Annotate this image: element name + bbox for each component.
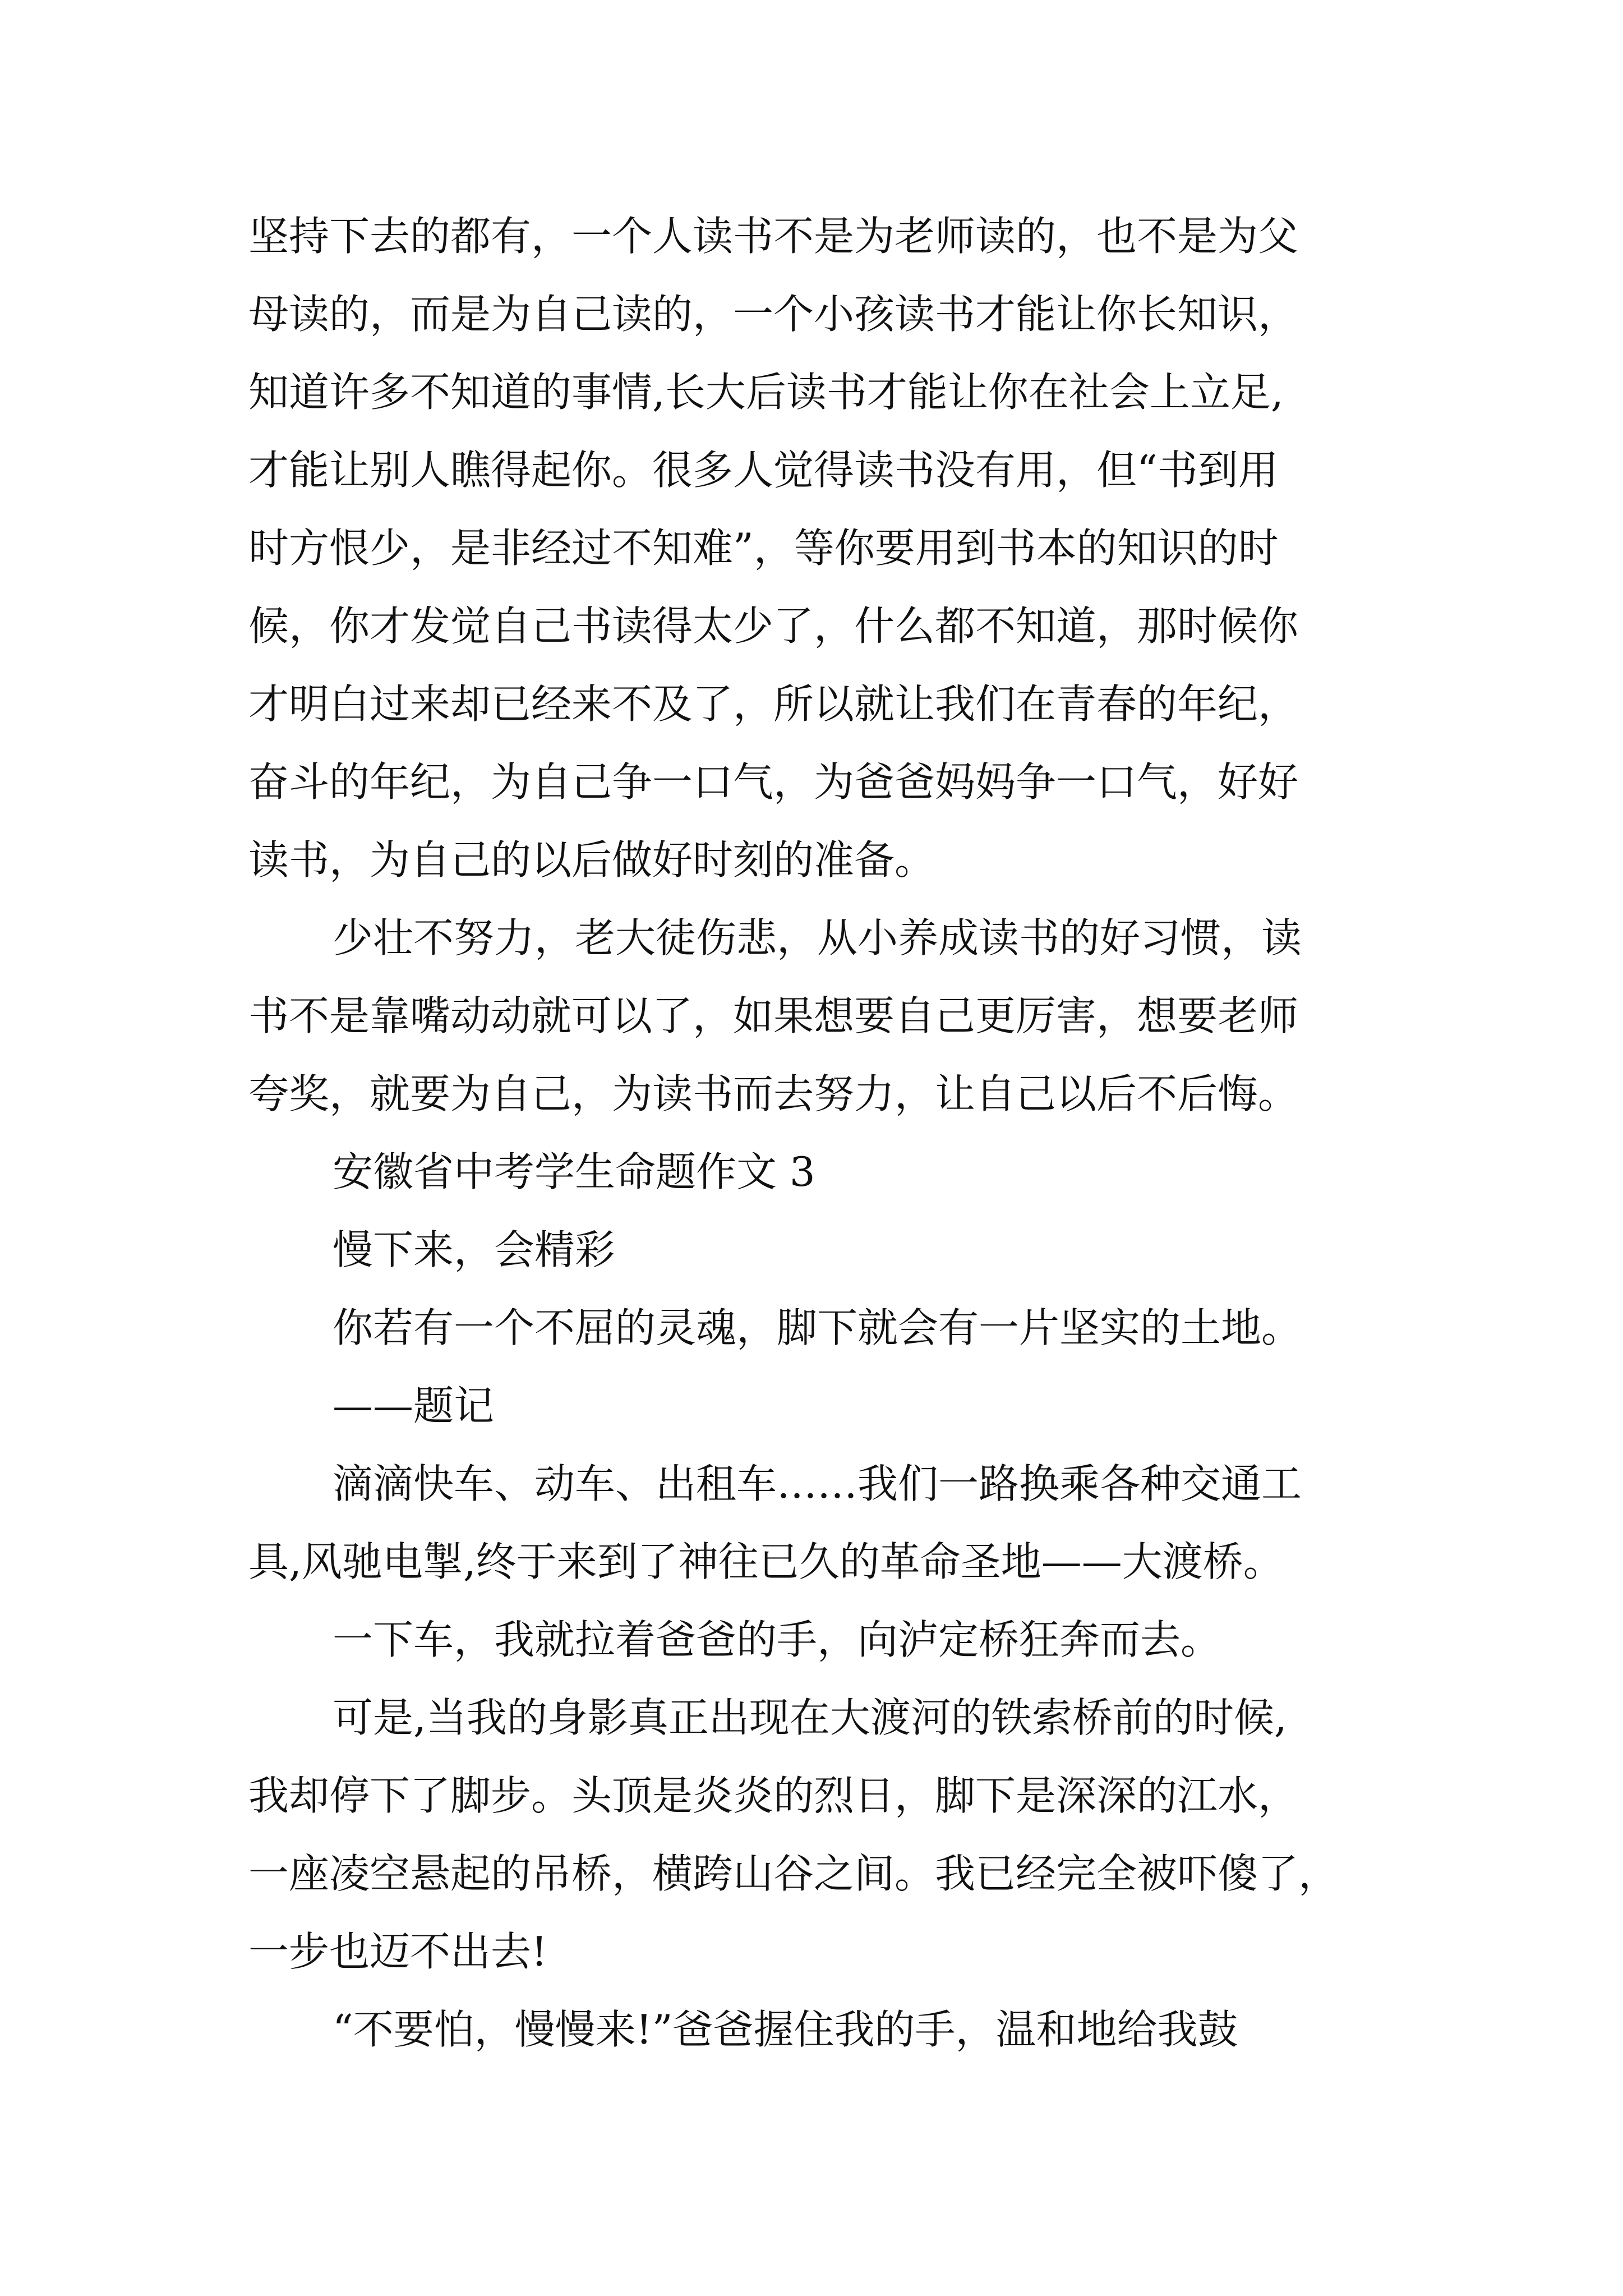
text-line: 候，你才发觉自己书读得太少了，什么都不知道，那时候你 bbox=[248, 602, 1299, 650]
epigraph-attribution: ——题记 bbox=[333, 1382, 495, 1429]
text-line: 可是,当我的身影真正出现在大渡河的铁索桥前的时候, bbox=[333, 1694, 1287, 1741]
text-line: 具,风驰电掣,终于来到了神往已久的革命圣地——大渡桥。 bbox=[248, 1538, 1284, 1585]
text-line: 一步也迈不出去! bbox=[248, 1928, 547, 1975]
text-line: 读书，为自己的以后做好时刻的准备。 bbox=[248, 836, 935, 884]
text-line: 才明白过来却已经来不及了，所以就让我们在青春的年纪， bbox=[248, 680, 1299, 728]
essay-body bbox=[248, 197, 1415, 2069]
text-line: 知道许多不知道的事情,长大后读书才能让你在社会上立足, bbox=[248, 369, 1284, 416]
text-line: 滴滴快车、动车、出租车……我们一路换乘各种交通工 bbox=[333, 1460, 1302, 1507]
text-line: 我却停下了脚步。头顶是炎炎的烈日，脚下是深深的江水， bbox=[248, 1772, 1299, 1819]
text-line: 书不是靠嘴动动就可以了，如果想要自己更厉害，想要老师 bbox=[248, 992, 1299, 1039]
text-line: 奋斗的年纪，为自己争一口气，为爸爸妈妈争一口气，好好 bbox=[248, 758, 1299, 806]
essay-title: 慢下来，会精彩 bbox=[333, 1226, 616, 1273]
text-line: 一下车，我就拉着爸爸的手，向泸定桥狂奔而去。 bbox=[333, 1616, 1221, 1663]
essay-heading: 安徽省中考学生命题作文 3 bbox=[333, 1148, 815, 1195]
text-line: 母读的，而是为自己读的，一个小孩读书才能让你长知识， bbox=[248, 291, 1299, 338]
text-line: 夸奖，就要为自己，为读书而去努力，让自己以后不后悔。 bbox=[248, 1070, 1299, 1117]
text-line: 坚持下去的都有，一个人读书不是为老师读的，也不是为父 bbox=[248, 213, 1299, 260]
text-line: 少壮不努力，老大徒伤悲，从小养成读书的好习惯，读 bbox=[333, 914, 1302, 961]
text-line: 一座凌空悬起的吊桥，横跨山谷之间。我已经完全被吓傻了， bbox=[248, 1850, 1339, 1897]
text-line: 才能让别人瞧得起你。很多人觉得读书没有用，但“书到用 bbox=[248, 447, 1279, 494]
epigraph: 你若有一个不屈的灵魂，脚下就会有一片坚实的土地。 bbox=[333, 1304, 1302, 1351]
text-line: “不要怕，慢慢来!”爸爸握住我的手，温和地给我鼓 bbox=[333, 2006, 1238, 2053]
text-line: 时方恨少，是非经过不知难”，等你要用到书本的知识的时 bbox=[248, 524, 1279, 572]
